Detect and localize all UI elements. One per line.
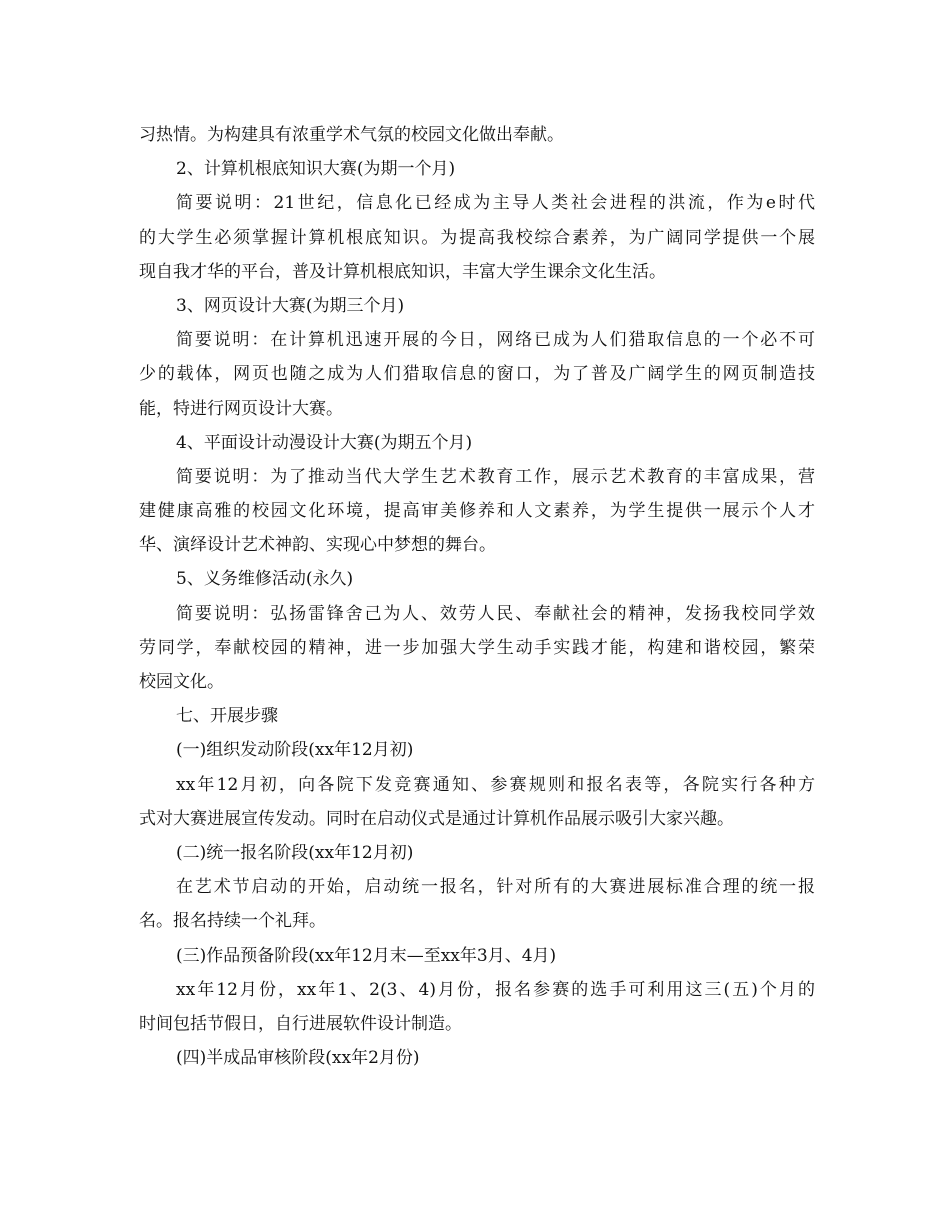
- text-line: 七、开展步骤: [176, 706, 278, 727]
- text-line: 华、演绎设计艺术神韵、实现心中梦想的舞台。: [139, 535, 496, 556]
- text-line: 的大学生必须掌握计算机根底知识。为提高我校综合素养，为广阔同学提供一个展: [139, 227, 815, 248]
- text-line: (二)统一报名阶段(xx年12月初): [176, 842, 414, 863]
- text-line: 名。报名持续一个礼拜。: [139, 911, 326, 932]
- text-line: 4、平面设计动漫设计大赛(为期五个月): [176, 432, 473, 453]
- text-line: xx年12月份，xx年1、2(3、4)月份，报名参赛的选手可利用这三(五)个月的: [176, 979, 815, 1000]
- text-line: (四)半成品审核阶段(xx年2月份): [176, 1048, 420, 1069]
- text-line: 简要说明：为了推动当代大学生艺术教育工作，展示艺术教育的丰富成果，营: [176, 466, 815, 487]
- text-line: 3、网页设计大赛(为期三个月): [176, 295, 405, 316]
- text-line: 少的载体，网页也随之成为人们猎取信息的窗口，为了普及广阔学生的网页制造技: [139, 364, 815, 385]
- text-line: 5、义务维修活动(永久): [176, 569, 354, 590]
- text-line: 现自我才华的平台，普及计算机根底知识，丰富大学生课余文化生活。: [139, 261, 666, 282]
- text-line: 在艺术节启动的开始，启动统一报名，针对所有的大赛进展标准合理的统一报: [176, 877, 815, 898]
- text-line: 习热情。为构建具有浓重学术气氛的校园文化做出奉献。: [139, 125, 564, 145]
- text-line: 能，特进行网页设计大赛。: [139, 398, 343, 419]
- text-line: 简要说明：在计算机迅速开展的今日，网络已成为人们猎取信息的一个必不可: [176, 330, 815, 351]
- text-line: 式对大赛进展宣传发动。同时在启动仪式是通过计算机作品展示吸引大家兴趣。: [139, 808, 734, 829]
- text-line: 建健康高雅的校园文化环境，提高审美修养和人文素养，为学生提供一展示个人才: [139, 501, 815, 522]
- text-line: 2、计算机根底知识大赛(为期一个月): [176, 159, 456, 180]
- text-line: 校园文化。: [139, 672, 224, 692]
- text-line: xx年12月初，向各院下发竞赛通知、参赛规则和报名表等，各院实行各种方: [176, 774, 815, 795]
- text-line: 简要说明：21世纪，信息化已经成为主导人类社会进程的洪流，作为e时代: [176, 193, 815, 214]
- text-line: 劳同学，奉献校园的精神，进一步加强大学生动手实践才能，构建和谐校园，繁荣: [139, 637, 815, 658]
- text-line: 时间包括节假日，自行进展软件设计制造。: [139, 1013, 462, 1034]
- text-line: (一)组织发动阶段(xx年12月初): [176, 740, 414, 761]
- document-body: [139, 118, 815, 1075]
- text-line: 简要说明：弘扬雷锋舍己为人、效劳人民、奉献社会的精神，发扬我校同学效: [176, 603, 815, 624]
- text-line: (三)作品预备阶段(xx年12月末—至xx年3月、4月): [176, 945, 557, 966]
